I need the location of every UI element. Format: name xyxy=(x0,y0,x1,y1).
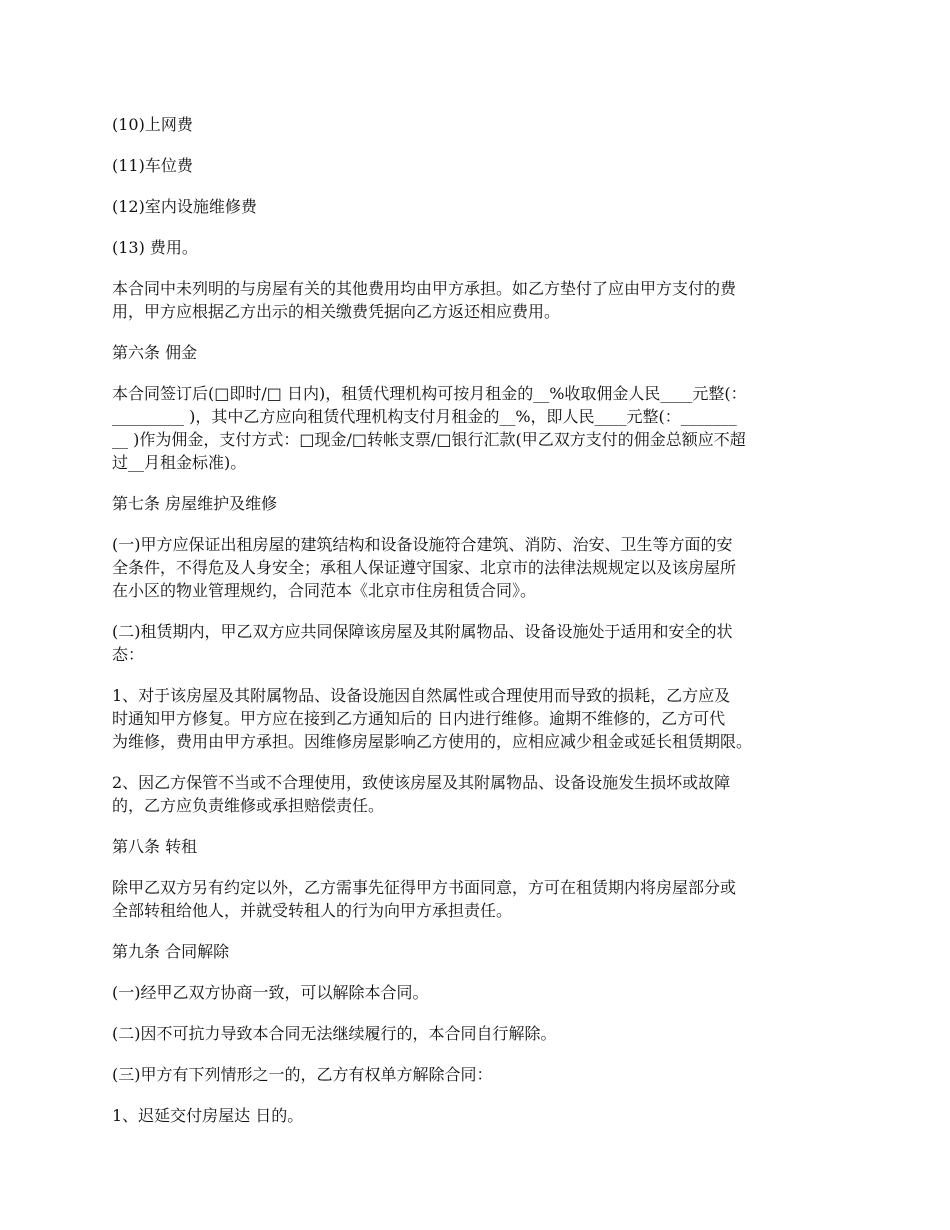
paragraph-article-7-2 xyxy=(112,620,852,666)
paragraph-fee-13 xyxy=(112,236,852,259)
text-line: 全条件，不得危及人身安全；承租人保证遵守国家、北京市的法律法规规定以及该房屋所 xyxy=(112,558,737,577)
text-line: (二)因不可抗力导致本合同无法继续履行的，本合同自行解除。 xyxy=(112,1024,557,1043)
paragraph-article-7-2-1 xyxy=(112,684,852,753)
text-line: 时通知甲方修复。甲方应在接到乙方通知后的 日内进行维修。逾期不维修的，乙方可代 xyxy=(112,709,726,728)
text-line: _________ )，其中乙方应向租赁代理机构支付月租金的__%，即人民____元整(：_______ xyxy=(112,407,737,426)
text-line: (13) 费用。 xyxy=(112,238,198,257)
text-line: (11)车位费 xyxy=(112,156,193,175)
paragraph-article-8-title xyxy=(112,835,852,858)
paragraph-article-9-3-1 xyxy=(112,1104,852,1127)
paragraph-fee-12 xyxy=(112,195,852,218)
text-line: (10)上网费 xyxy=(112,115,193,134)
document-page xyxy=(112,113,852,1145)
text-line: 第八条 转租 xyxy=(112,837,198,856)
text-line: (二)租赁期内，甲乙双方应共同保障该房屋及其附属物品、设备设施处于适用和安全的状 xyxy=(112,622,733,641)
text-line: 过__月租金标准)。 xyxy=(112,453,247,472)
text-line: 本合同中未列明的与房屋有关的其他费用均由甲方承担。如乙方垫付了应由甲方支付的费 xyxy=(112,279,737,298)
text-line: 2、因乙方保管不当或不合理使用，致使该房屋及其附属物品、设备设施发生损坏或故障 xyxy=(112,773,731,792)
text-line: 在小区的物业管理规约，合同范本《北京市住房租赁合同》。 xyxy=(112,581,537,600)
text-line: (一)经甲乙双方协商一致，可以解除本合同。 xyxy=(112,983,429,1002)
text-line: 除甲乙双方另有约定以外，乙方需事先征得甲方书面同意，方可在租赁期内将房屋部分或 xyxy=(112,878,737,897)
paragraph-article-9-2 xyxy=(112,1022,852,1045)
text-line: __ )作为佣金，支付方式：□现金/□转帐支票/□银行汇款(甲乙双方支付的佣金总额应不超 xyxy=(112,430,746,449)
text-line: 全部转租给他人，并就受转租人的行为向甲方承担责任。 xyxy=(112,901,513,920)
text-line: (一)甲方应保证出租房屋的建筑结构和设备设施符合建筑、消防、治安、卫生等方面的安 xyxy=(112,535,733,554)
paragraph-article-7-1 xyxy=(112,533,852,602)
paragraph-fee-10 xyxy=(112,113,852,136)
text-line: 的，乙方应负责维修或承担赔偿责任。 xyxy=(112,796,385,815)
text-line: 本合同签订后(□即时/□ 日内)，租赁代理机构可按月租金的__%收取佣金人民____元整(： xyxy=(112,384,747,403)
text-line: 第九条 合同解除 xyxy=(112,942,230,961)
text-line: (12)室内设施维修费 xyxy=(112,197,257,216)
paragraph-article-6-title xyxy=(112,341,852,364)
text-line: 态： xyxy=(112,645,145,664)
paragraph-article-6-body xyxy=(112,382,852,474)
paragraph-article-7-title xyxy=(112,492,852,515)
text-line: 1、迟延交付房屋达 日的。 xyxy=(112,1106,304,1125)
text-line: (三)甲方有下列情形之一的，乙方有权单方解除合同： xyxy=(112,1065,493,1084)
text-line: 为维修，费用由甲方承担。因维修房屋影响乙方使用的，应相应减少租金或延长租赁期限。 xyxy=(112,732,753,751)
paragraph-article-7-2-2 xyxy=(112,771,852,817)
paragraph-article-9-3 xyxy=(112,1063,852,1086)
text-line: 1、对于该房屋及其附属物品、设备设施因自然属性或合理使用而导致的损耗，乙方应及 xyxy=(112,686,731,705)
paragraph-article-9-title xyxy=(112,940,852,963)
text-line: 用，甲方应根据乙方出示的相关缴费凭据向乙方返还相应费用。 xyxy=(112,302,561,321)
text-line: 第七条 房屋维护及维修 xyxy=(112,494,278,513)
paragraph-article-9-1 xyxy=(112,981,852,1004)
text-line: 第六条 佣金 xyxy=(112,343,198,362)
paragraph-article-8-body xyxy=(112,876,852,922)
paragraph-fee-11 xyxy=(112,154,852,177)
paragraph-other-fees xyxy=(112,277,852,323)
